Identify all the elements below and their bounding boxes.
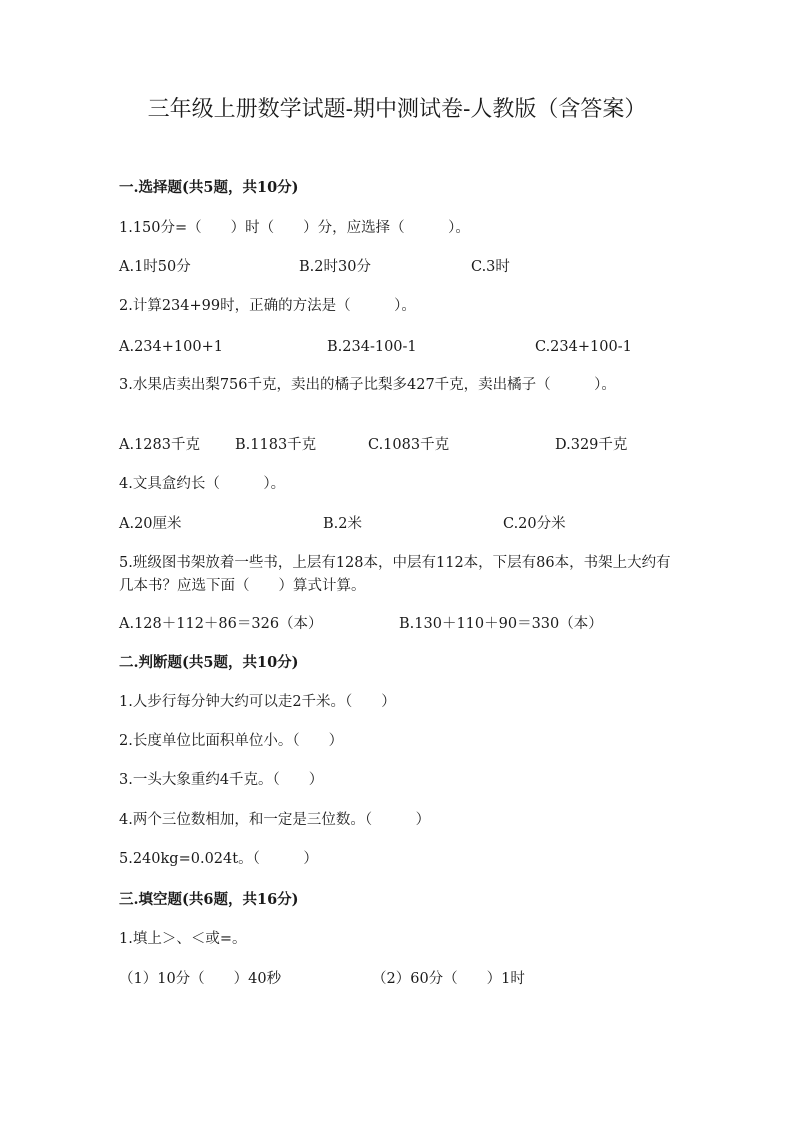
q1-2-option-c: C.234+100-1 (535, 339, 632, 355)
q1-4-option-a: A.20厘米 (119, 516, 182, 532)
question-1-4: 4.文具盒约长（ ）。 (119, 476, 286, 492)
question-1-2: 2.计算234+99时，正确的方法是（ ）。 (119, 298, 416, 314)
q1-5-option-b: B.130＋110＋90＝330（本） (399, 616, 603, 632)
q1-3-option-b: B.1183千克 (235, 437, 317, 453)
q1-5-option-a: A.128＋112＋86＝326（本） (119, 616, 323, 632)
q1-2-option-b: B.234-100-1 (327, 339, 417, 355)
q1-1-option-a: A.1时50分 (119, 259, 191, 275)
question-2-5: 5.240kg=0.024t。（ ） (119, 851, 318, 867)
question-3-1: 1.填上＞、＜或=。 (119, 931, 247, 947)
question-2-1: 1.人步行每分钟大约可以走2千米。（ ） (119, 694, 396, 710)
q1-4-option-b: B.2米 (323, 516, 362, 532)
q1-1-option-b: B.2时30分 (299, 259, 371, 275)
question-1-1: 1.150分=（ ）时（ ）分，应选择（ ）。 (119, 220, 470, 236)
section-heading-choice: 一.选择题(共5题，共10分) (119, 179, 299, 196)
question-2-3: 3.一头大象重约4千克。（ ） (119, 772, 324, 788)
question-2-4: 4.两个三位数相加，和一定是三位数。（ ） (119, 812, 431, 828)
question-1-3: 3.水果店卖出梨756千克，卖出的橘子比梨多427千克，卖出橘子（ ）。 (119, 377, 616, 393)
section-heading-fill: 三.填空题(共6题，共16分) (119, 891, 299, 908)
q1-2-option-a: A.234+100+1 (119, 339, 223, 355)
section-heading-judgement: 二.判断题(共5题，共10分) (119, 654, 299, 671)
q1-1-option-c: C.3时 (471, 259, 510, 275)
question-2-2: 2.长度单位比面积单位小。（ ） (119, 733, 344, 749)
q1-3-option-c: C.1083千克 (368, 437, 450, 453)
q1-3-option-a: A.1283千克 (119, 437, 200, 453)
q1-4-option-c: C.20分米 (503, 516, 566, 532)
q3-1-part-2: （2）60分（ ）1时 (372, 971, 525, 987)
question-1-5: 5.班级图书架放着一些书，上层有128本，中层有112本，下层有86本，书架上大约有几本书？应选下面（ ）算式计算。 (119, 555, 671, 594)
q3-1-part-1: （1）10分（ ）40秒 (119, 971, 282, 987)
page-title: 三年级上册数学试题-期中测试卷-人教版（含答案） (147, 97, 647, 122)
q1-3-option-d: D.329千克 (555, 437, 628, 453)
